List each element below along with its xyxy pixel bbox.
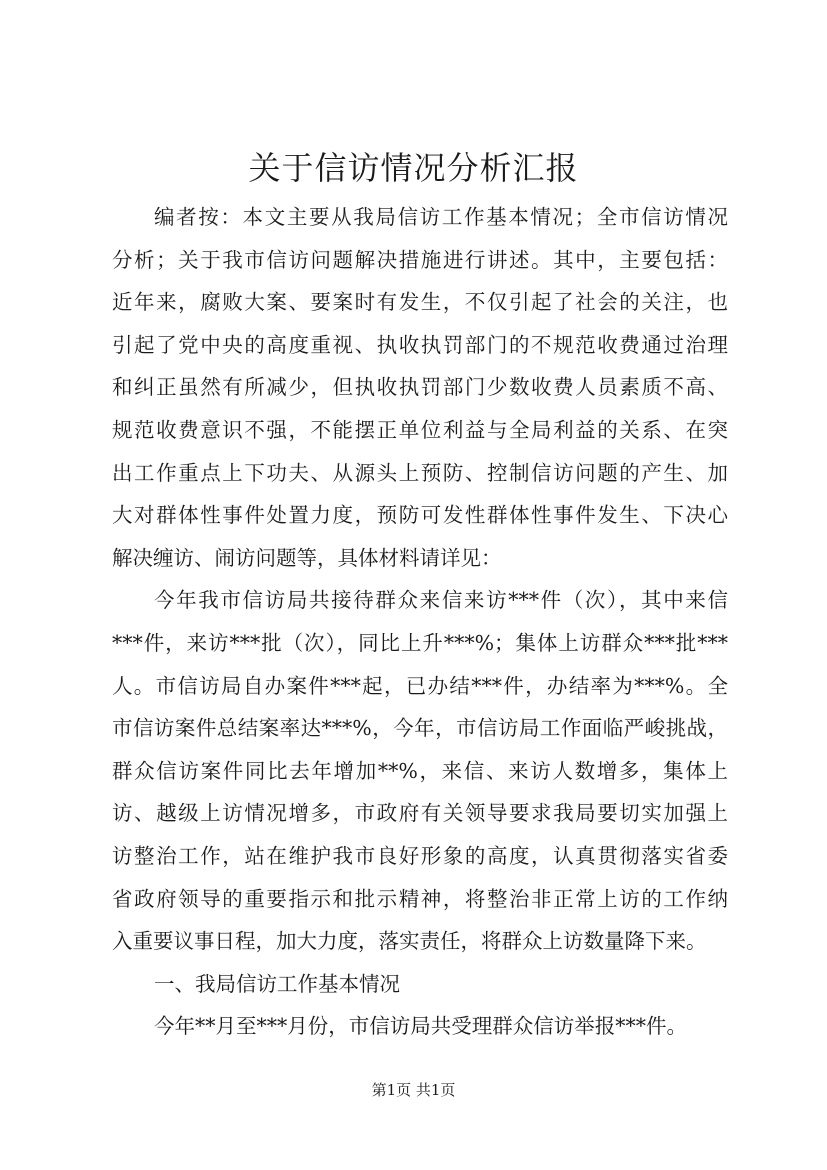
paragraph-line: 入重要议事日程，加大力度，落实责任，将群众上访数量降下来。: [112, 929, 707, 954]
paragraph-line: 近年来，腐败大案、要案时有发生，不仅引起了社会的关注，也: [112, 290, 728, 315]
paragraph-line: 规范收费意识不强，不能摆正单位利益与全局利益的关系、在突: [112, 417, 728, 442]
paragraph-line: 群众信访案件同比去年增加**%，来信、来访人数增多，集体上: [112, 758, 728, 783]
paragraph-line: 访、越级上访情况增多，市政府有关领导要求我局要切实加强上: [112, 801, 728, 826]
paragraph-line: 编者按：本文主要从我局信访工作基本情况；全市信访情况: [154, 205, 728, 229]
paragraph-line: 和纠正虽然有所减少，但执收执罚部门少数收费人员素质不高、: [112, 375, 728, 400]
paragraph-line: 省政府领导的重要指示和批示精神，将整治非正常上访的工作纳: [112, 886, 728, 911]
paragraph-line: 大对群体性事件处置力度，预防可发性群体性事件发生、下决心: [112, 503, 728, 528]
document-title: 关于信访情况分析汇报: [248, 149, 579, 187]
paragraph-line: 市信访案件总结案率达***%，今年，市信访局工作面临严峻挑战，: [112, 716, 728, 741]
paragraph-line: ***件，来访***批（次），同比上升***%；集体上访群众***批***: [112, 630, 728, 655]
page-footer: 第1页 共1页: [371, 1081, 456, 1099]
paragraph-line: 今年**月至***月份，市信访局共受理群众信访举报***件。: [154, 1014, 687, 1039]
document-body: [112, 196, 728, 1048]
paragraph-line: 解决缠访、闹访问题等，具体材料请详见：: [112, 545, 502, 570]
section-heading: 一、我局信访工作基本情况: [154, 971, 400, 996]
paragraph-line: 人。市信访局自办案件***起，已办结***件，办结率为***%。全: [112, 673, 728, 698]
paragraph-line: 引起了党中央的高度重视、执收执罚部门的不规范收费通过治理: [112, 332, 728, 357]
paragraph-line: 访整治工作，站在维护我市良好形象的高度，认真贯彻落实省委: [112, 843, 728, 868]
paragraph-line: 出工作重点上下功夫、从源头上预防、控制信访问题的产生、加: [112, 460, 728, 485]
paragraph-line: 分析；关于我市信访问题解决措施进行讲述。其中，主要包括：: [112, 247, 728, 272]
paragraph-line: 今年我市信访局共接待群众来信来访***件（次），其中来信: [154, 588, 728, 613]
